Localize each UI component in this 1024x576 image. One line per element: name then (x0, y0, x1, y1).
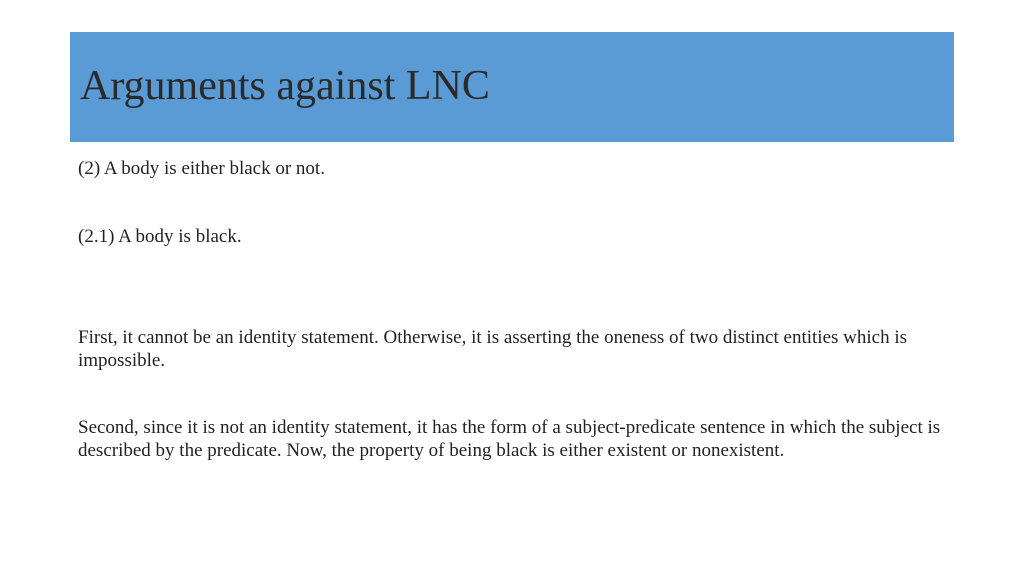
argument-second: Second, since it is not an identity statement, it has the form of a subject-predicate sentence in which the subject is described by the predicate. Now, the property of being black is either existent or nonexistent. (78, 417, 941, 461)
title-bar (70, 32, 954, 142)
argument-first: First, it cannot be an identity statement. Otherwise, it is asserting the oneness of two distinct entities which is impossible. (78, 327, 907, 371)
slide-title: Arguments against LNC (80, 63, 490, 109)
statement-2-1: (2.1) A body is black. (78, 226, 242, 247)
statement-2: (2) A body is either black or not. (78, 158, 325, 179)
